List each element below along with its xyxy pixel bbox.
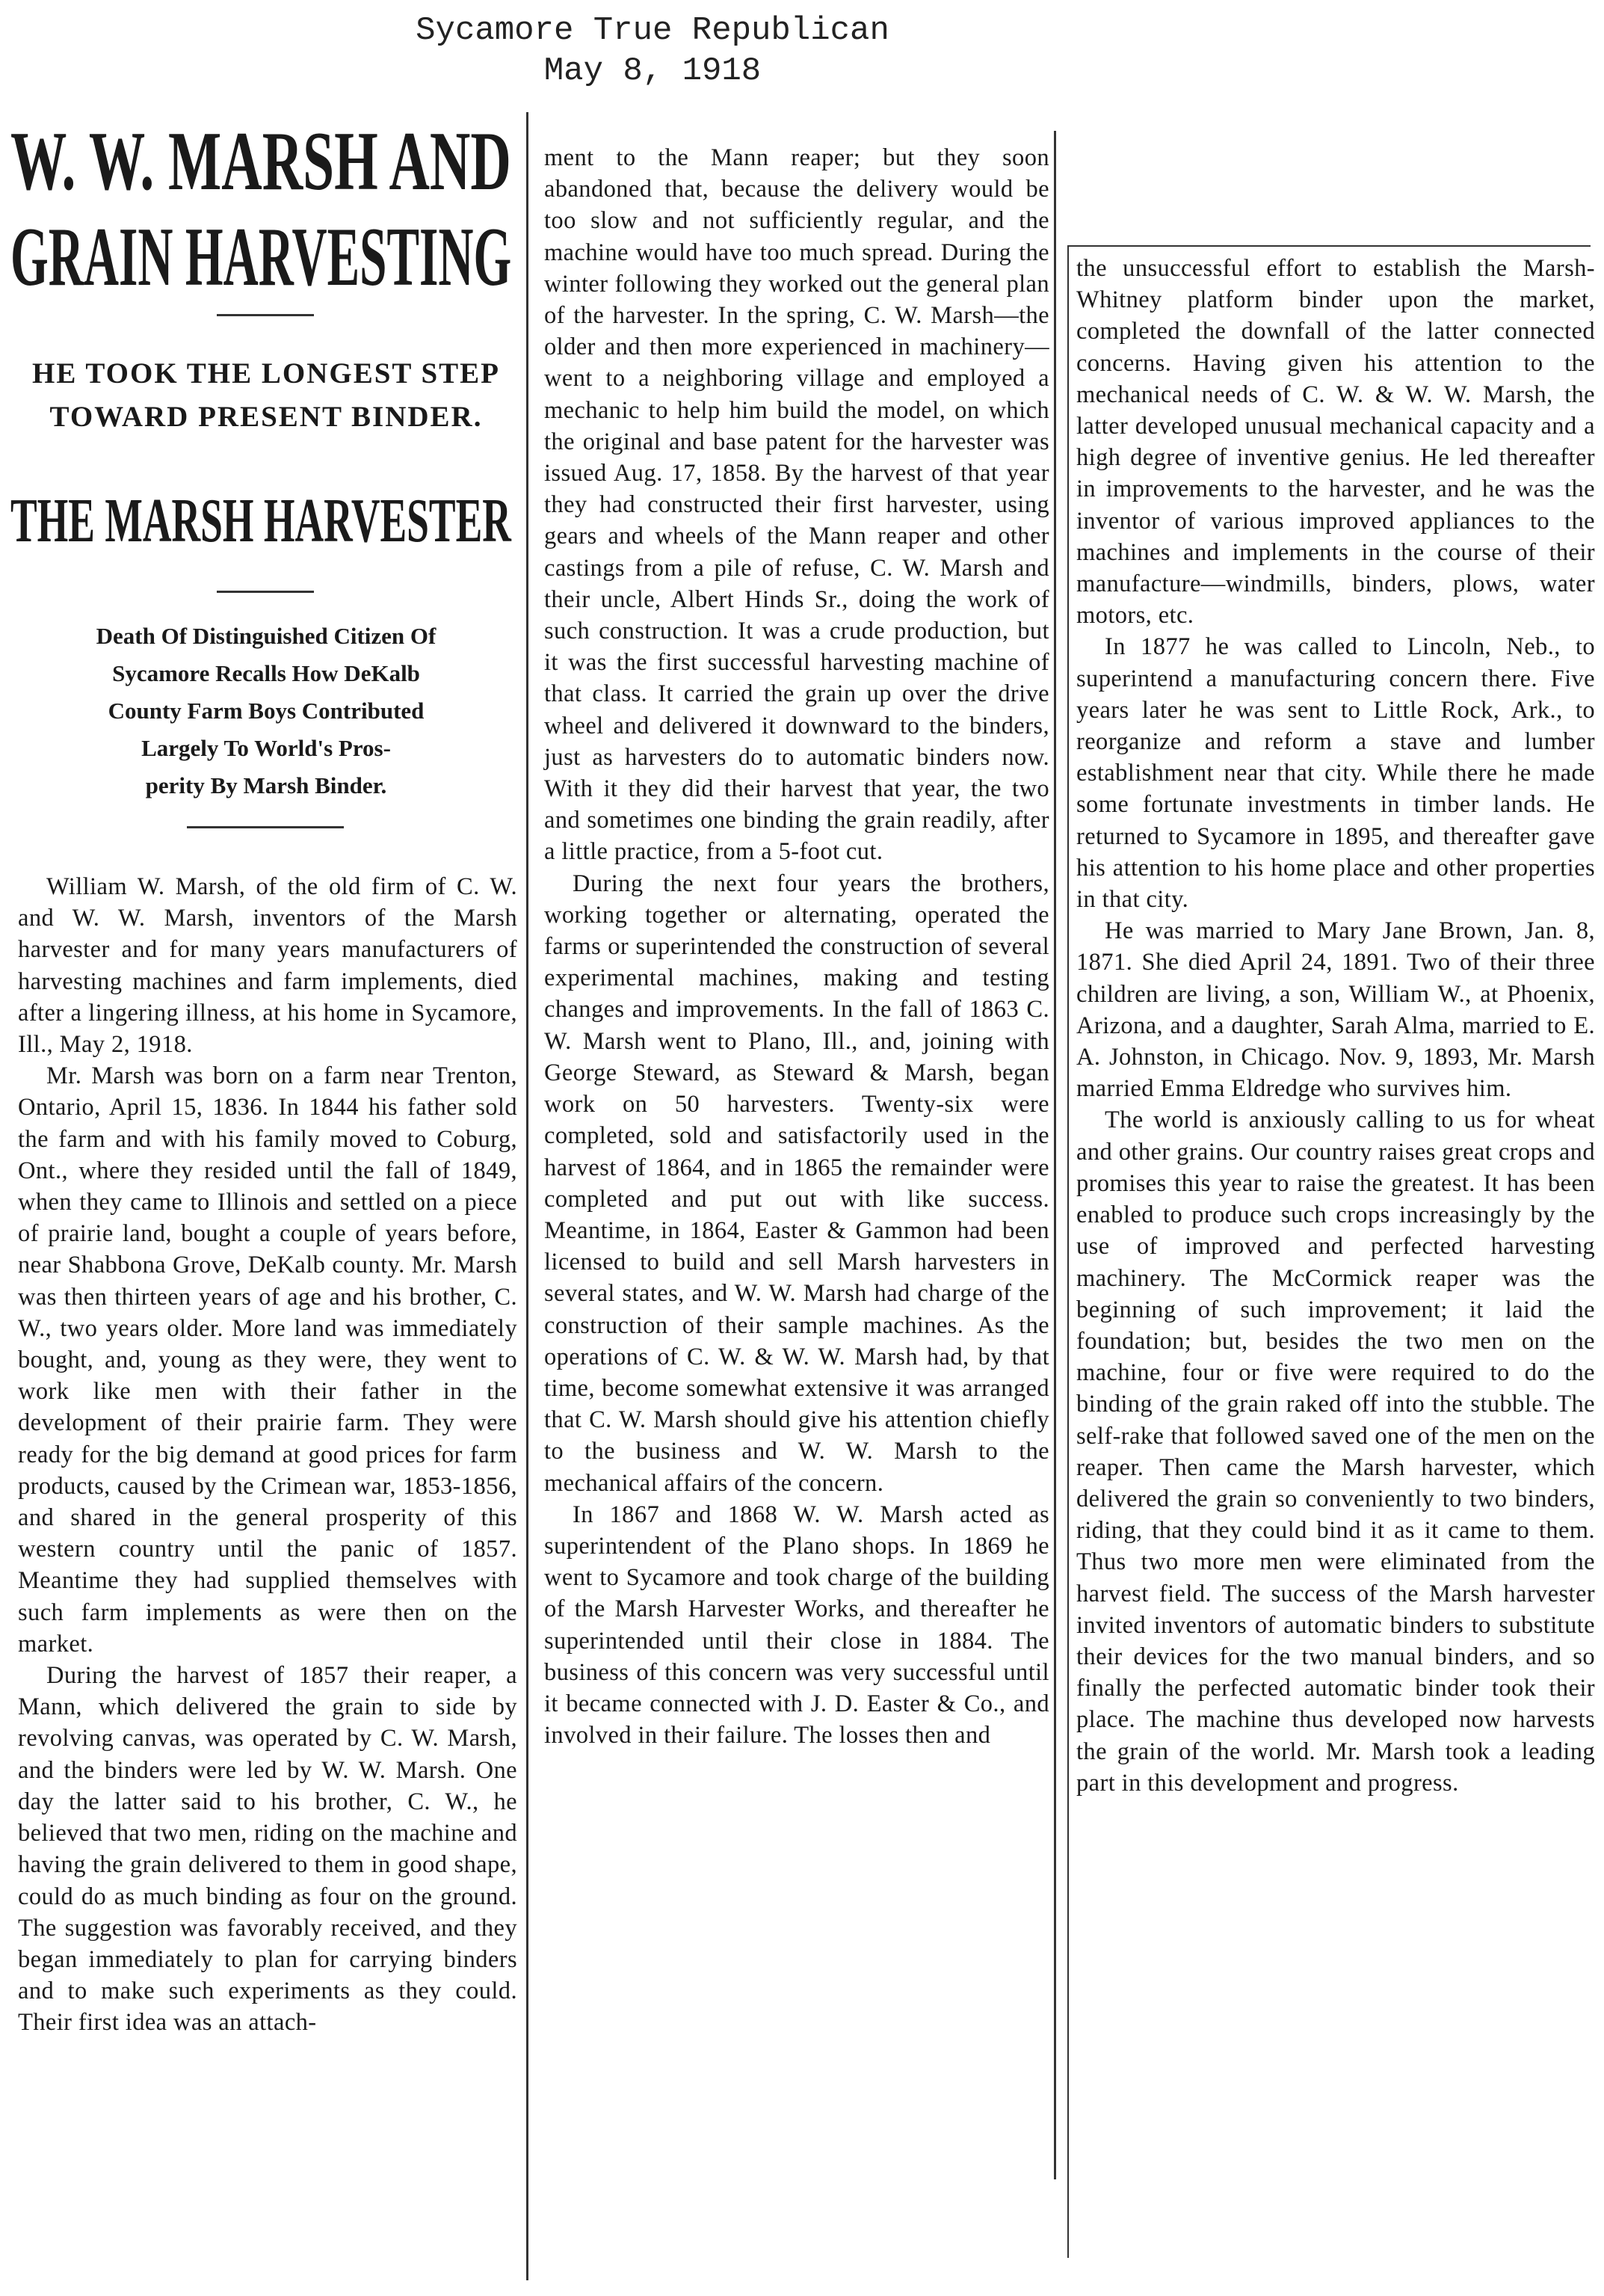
column-rule (1067, 247, 1069, 2258)
headline-line-3 (10, 487, 519, 555)
paragraph: During the harvest of 1857 their reaper, a Mann, which delivered the grain to side by revolving canvas, was operated by C. W. Marsh, and the binders were led by W. W. Marsh. One day the latter said to his brother, C. W., he believed that two men, riding on the machine and having the grain delivered to them in good shape, could do as much binding as four on the ground. The suggestion was favorably received, and they began immediately to plan for carrying binders and to make such experiments as they could. Their first idea was an attach- (18, 1662, 517, 2037)
subheadline-2: TOWARD PRESENT BINDER. (49, 401, 483, 433)
article-column-3 (1076, 253, 1595, 1799)
paragraph: During the next four years the brothers, working together or alternating, operated the farms or superintended the construction of several experimental machines, making and testing changes and improvements. In the fall of 1863 C. W. Marsh went to Plano, Ill., and, joining with George Steward, as Steward & Marsh, began work on 50 harvesters. Twenty-six were completed, sold and satisfactorily used in the harvest of 1864, and in 1865 the remainder were completed and put out with like success. Meantime, in 1864, Easter & Gammon had been licensed to build and sell Marsh harvesters in several states, and W. W. Marsh had charge of the construction of their sample machines. As the operations of C. W. & W. W. Marsh had, by that time, become somewhat extensive it was arranged that C. W. Marsh should give his attention chiefly to the business and W. W. Marsh to the mechanical affairs of the concern. (544, 870, 1049, 1497)
headline-divider (217, 314, 314, 316)
paragraph: In 1877 he was called to Lincoln, Neb., to superintend a manufacturing concern there. Five years later he was sent to Little Rock, Ark., to reorganize and reform a stave and lumber establishment near that city. While there he made some fortunate investments in timber lands. He returned to Sycamore in 1895, and thereafter gave his attention to his home place and other properties in that city. (1076, 633, 1595, 914)
paragraph: Mr. Marsh was born on a farm near Trenton, Ontario, April 15, 1836. In 1844 his father sold the farm and with his family moved to Coburg, Ont., where they resided until the fall of 1849, when they came to Illinois and settled on a piece of prairie land, bought a couple of years before, near Shabbona Grove, DeKalb county. Mr. Marsh was then thirteen years of age and his brother, C. W., two years older. More land was immediately bought, and, young as they were, they went to work like men with their father in the development of their prairie farm. They were ready for the big demand at good prices for farm products, caused by the Crimean war, 1853-1856, and shared in the general prosperity of this western country until the panic of 1857. Meantime they had supplied themselves with such farm implements as were then on the market. (18, 1062, 517, 1658)
headline-text: THE MARSH HARVESTER (10, 486, 511, 555)
paragraph: ment to the Mann reaper; but they soon abandoned that, because the delivery would be too slow and not sufficiently regular, and the machine would have too much spread. During the winter following they worked out the general plan of the harvester. In the spring, C. W. Marsh—the older and then more experienced in machinery—went to a neighboring village and employed a mechanic to help him build the model, on which the original and base patent for the harvester was issued Aug. 17, 1858. By the harvest of that year they had constructed their first harvester, using gears and wheels of the Mann reaper and other castings from a pile of refuse, C. W. Marsh and their uncle, Albert Hinds Sr., doing the work of such construction. It was a crude production, but it was the first successful harvesting machine of that class. It carried the grain up over the drive wheel and delivered it downward to the binders, just as harvesters do to automatic binders now. With it they did their harvest that year, the two and sometimes one binding the grain readily, after a little practice, from a 5-foot cut. (544, 144, 1049, 866)
subheadline-1: HE TOOK THE LONGEST STEP (31, 357, 500, 390)
deck-line: Sycamore Recalls How DeKalb (112, 660, 420, 686)
deck-line: Death Of Distinguished Citizen Of (96, 623, 437, 649)
publication-date: May 8, 1918 (543, 52, 762, 90)
masthead (0, 10, 1305, 91)
column-rule (1054, 131, 1056, 2179)
paragraph: the unsuccessful effort to establish the Marsh-Whitney platform binder upon the market, completed the downfall of the latter connected concerns. Having given his attention to the mechanical needs of C. W. & W. W. Marsh, the latter developed unusual mechanical capacity and a high degree of inventive genius. He led thereafter in improvements to the harvester, and he was the inventor of various improved appliances to the machines and implements in the course of their manufacture—windmills, binders, plows, water motors, etc. (1076, 255, 1595, 630)
deck-line: perity By Marsh Binder. (145, 772, 387, 798)
newspaper-name: Sycamore True Republican (416, 12, 889, 49)
headline-line-2 (10, 211, 519, 304)
paragraph: In 1867 and 1868 W. W. Marsh acted as superintendent of the Plano shops. In 1869 he went to Sycamore and took charge of the building of the Marsh Harvester Works, and thereafter he superintended until their close in 1884. The business of this concern was very successful until it became connected with J. D. Easter & Co., and involved in their failure. The losses then and (544, 1501, 1049, 1749)
article-column-2 (544, 142, 1049, 1751)
headline-text: W. W. MARSH AND (10, 115, 511, 208)
deck-line: Largely To World's Pros- (141, 735, 391, 761)
deck-line: County Farm Boys Contributed (108, 698, 425, 724)
headline-line-1 (10, 115, 519, 208)
paragraph: William W. Marsh, of the old firm of C. W. and W. W. Marsh, inventors of the Marsh harvester and for many years manufacturers of harvesting machines and farm implements, died after a lingering illness, at his home in Sycamore, Ill., May 2, 1918. (18, 873, 517, 1059)
headline-divider (187, 826, 344, 828)
headline-text: GRAIN HARVESTING (10, 211, 512, 304)
headline-divider (217, 591, 314, 593)
column-top-rule (1067, 245, 1591, 247)
paragraph: The world is anxiously calling to us for wheat and other grains. Our country raises great crops and promises this year to raise the greatest. It has been enabled to produce such crops increasingly by the use of improved and perfected harvesting machinery. The McCormick reaper was the beginning of such improvement; it laid the foundation; but, besides the two men on the machine, four or five were required to do the binding of the grain raked off into the stubble. The self-rake that followed saved one of the men on the reaper. Then came the Marsh harvester, which delivered the grain so conveniently to two binders, riding, that they could bind it as it came to them. Thus two more men were eliminated from the harvest field. The success of the Marsh harvester invited inventors of automatic binders to substitute their devices for the two manual binders, and so finally the perfected automatic binder took their place. The machine thus developed now harvests the grain of the world. Mr. Marsh took a leading part in this development and progress. (1076, 1107, 1595, 1797)
headline-deck (21, 618, 511, 804)
column-rule (526, 112, 528, 2280)
article-column-1 (18, 871, 517, 2039)
paragraph: He was married to Mary Jane Brown, Jan. 8, 1871. She died April 24, 1891. Two of their three children are living, a son, William W., at Phoenix, Arizona, and a daughter, Sarah Alma, married to E. A. Johnston, in Chicago. Nov. 9, 1893, Mr. Marsh married Emma Eldredge who survives him. (1076, 917, 1595, 1103)
